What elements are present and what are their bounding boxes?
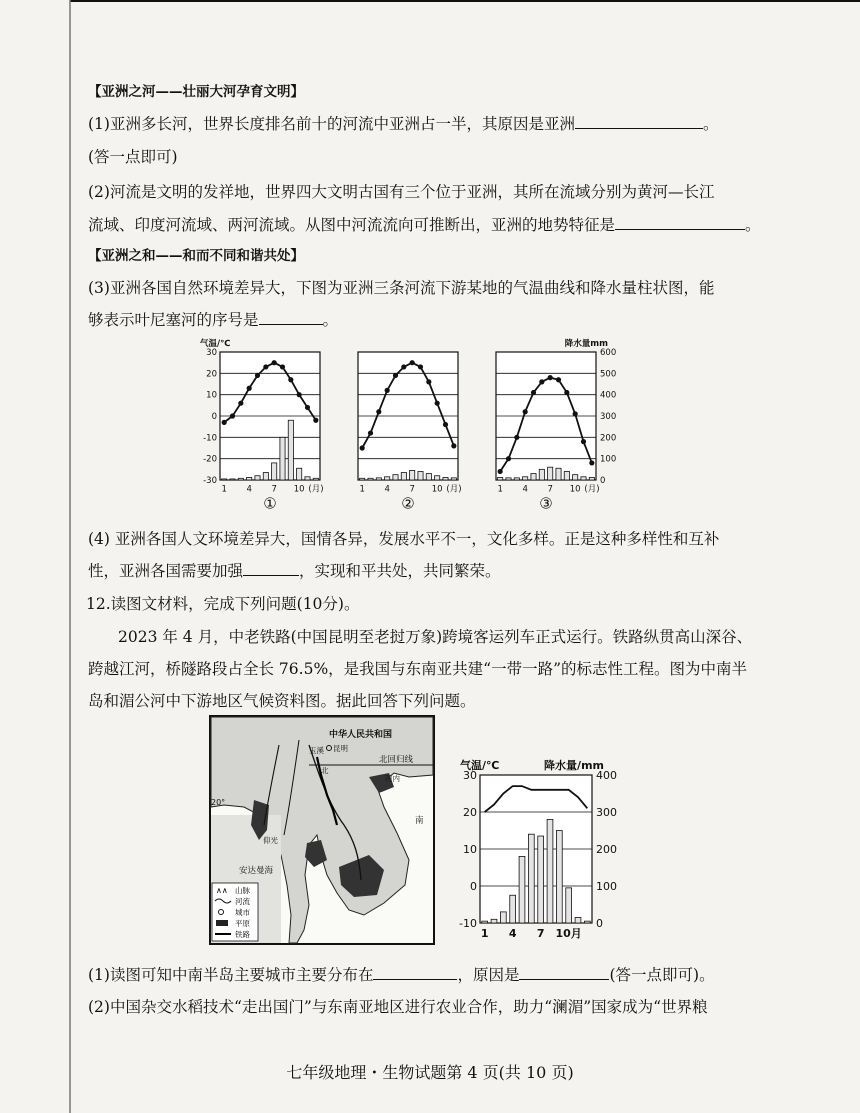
chart3-temperature-point [531,390,536,395]
chart2-precip-bar [393,475,398,480]
chart2-temperature-point [443,422,448,427]
chart3-precip-tick-label: 600 [600,347,617,358]
chart4-precip-tick-label: 300 [596,805,617,819]
chart1-temp-tick-label: 0 [211,411,217,422]
chart3-precip-tick-label: 400 [600,390,617,401]
chart3-precip-bar [556,468,561,480]
chart4-precip-bar [500,912,506,923]
chart3-precip-bar [498,477,503,480]
answer-blank-3[interactable] [259,323,323,325]
q12-1-mid: ，原因是 [457,966,520,984]
chart3-precip-tick-label: 500 [600,369,617,380]
chart3-temperature-point [523,409,528,414]
chart4-precip-tick-label: 400 [596,768,617,782]
chart1-temperature-point [247,386,252,391]
chart3-precip-bar [506,478,511,480]
chart4-precip-tick-label: 200 [596,842,617,856]
q12-1-end: (答一点即可)。 [609,966,715,984]
chart1-temperature-point [305,405,310,410]
chart4-precip-bar [575,917,581,923]
question-12-1 [88,963,715,985]
chart2-chart-label: ② [401,494,415,510]
chart3-precip-tick-label: 0 [600,475,606,486]
chart4-precip-bar [566,888,572,923]
chart4-precip-bar [519,856,525,923]
chart1-month-tick-label: 1 [221,484,227,495]
chart3-precip-bar [531,474,536,480]
legend-plain: 平原 [235,919,250,928]
chart4-month-tick-label: 7 [536,927,545,940]
chart2-month-tick-label: (月) [446,484,462,495]
chart3-temperature-point [539,379,544,384]
legend-plain-icon [216,920,228,926]
chart3-temperature-point [506,456,511,461]
chart1-temperature-point [263,364,268,369]
region-label-south: 南 [415,816,424,826]
legend-mountain-icon: ∧∧ [216,886,228,895]
chart2-precip-bar [426,474,431,480]
chart3-precip-bar [548,467,553,480]
page-footer: 七年级地理・生物试题第 4 页(共 10 页) [286,1063,574,1082]
mekong-climate-chart [448,745,628,945]
chart2-precip-bar [451,478,456,480]
chart1-temperature-point [255,373,260,378]
chart1-precip-bar [297,468,302,480]
chart4-temp-tick-label: 0 [470,879,477,893]
section-heading-harmony: 【亚洲之和——和而不同和谐共处】 [88,248,304,264]
chart2-precip-bar [410,470,415,480]
question-2-line1: (2)河流是文明的发祥地，世界四大文明古国有三个位于亚洲，其所在流域分别为黄河—长江 [88,183,715,201]
chart1-temperature-point [230,413,235,418]
legend-river: 河流 [235,897,250,906]
country-label: 中华人民共和国 [329,730,393,740]
q1-end: 。 [702,115,719,133]
q12-paragraph-1: 2023 年 4 月，中老铁路(中国昆明至老挝万象)跨境客运列车正式运行。铁路纵贯高山深谷、 [118,628,753,646]
region-label-north: 北 [321,766,329,775]
chart4-precip-bar [491,919,497,923]
chart4-temp-axis-label: 气温/℃ [460,759,500,772]
question-12-2: (2)中国杂交水稻技术“走出国门”与东南亚地区进行农业合作，助力“澜湄”国家成为“世界粮 [88,998,708,1016]
chart2-precip-bar [368,478,373,480]
chart1-temperature-point [280,364,285,369]
chart2-temperature-point [401,364,406,369]
chart1-precip-bar [230,479,235,480]
chart3-precip-bar [523,477,528,480]
chart2-temperature-point [376,409,381,414]
chart2-temperature-point [426,379,431,384]
chart1-precip-bar [305,477,310,480]
answer-blank-1[interactable] [575,127,703,129]
chart3-month-tick-label: 10 [569,484,581,495]
chart3-precip-bar [514,478,519,480]
chart2-precip-bar [376,478,381,480]
question-12-title: 12.读图文材料，完成下列问题(10分)。 [86,595,360,613]
city-label-yuxi: 玉溪 [309,746,324,755]
chart3-precip-bar [589,477,594,480]
section-heading-rivers: 【亚洲之河——壮丽大河孕育文明】 [88,84,304,100]
question-2-line2 [88,213,761,235]
chart3-precip-bar [539,469,544,480]
city-label-kunming: 昆明 [333,744,348,753]
chart3-precip-bar [573,475,578,480]
chart3-month-tick-label: 1 [497,484,503,495]
chart1-precip-bar [255,476,260,480]
chart3-temperature-point [564,390,569,395]
chart3-precip-tick-label: 100 [600,454,617,465]
chart3-precip-bar [564,471,569,480]
q12-paragraph-3: 岛和湄公河中下游地区气候资料图。据此回答下列问题。 [88,692,476,710]
chart2-temperature-point [360,445,365,450]
chart2-temperature-point [385,388,390,393]
chart1-temp-tick-label: 10 [206,390,217,401]
sea-label-andaman: 安达曼海 [239,866,274,876]
chart3-temperature-point [498,469,503,474]
chart4-temp-tick-label: 20 [463,805,477,819]
chart4-precip-bar [556,831,562,924]
chart1-temp-tick-label: 30 [206,347,217,358]
chart2-precip-bar [401,473,406,480]
chart3-month-tick-label: (月) [584,484,600,495]
chart4-precip-bar [510,895,516,923]
chart2-month-tick-label: 7 [409,484,415,495]
answer-blank-6[interactable] [519,978,609,980]
q2-text: 流域、印度河流域、两河流域。从图中河流流向可推断出，亚洲的地势特征是 [88,216,616,234]
chart4-precip-tick-label: 0 [596,916,603,930]
chart3-temperature-point [589,460,594,465]
chart4-precip-bar [538,836,544,923]
chart2-temperature-point [435,401,440,406]
q4-text: 性，亚洲各国需要加强 [88,562,244,580]
q3-end: 。 [322,311,339,329]
chart4-temp-tick-label: -10 [459,916,477,930]
chart1-temperature-point [238,401,243,406]
chart1-temp-tick-label: -20 [203,454,217,465]
chart1-precip-bar [222,479,227,480]
climate-charts-group [0,330,860,510]
chart3-temperature-point [556,377,561,382]
chart1-month-tick-label: 7 [271,484,277,495]
question-4-line2 [88,559,501,581]
chart2-temperature-point [410,360,415,365]
q12-paragraph-2: 跨越江河，桥隧路段占全长 76.5%，是我国与东南亚共建“一带一路”的标志性工程。图为中南半 [88,660,748,678]
chart3-chart-label: ③ [539,494,553,510]
chart1-precip-bar [263,473,268,480]
chart1-precip-bar [288,420,293,480]
legend-city: 城市 [235,908,250,917]
answer-blank-5[interactable] [373,978,457,980]
chart1-precip-bar [238,478,243,480]
indochina-map [209,715,435,945]
chart4-temp-tick-label: 10 [463,842,477,856]
chart2-precip-bar [418,471,423,480]
chart2-precip-bar [435,476,440,480]
chart2-month-tick-label: 1 [359,484,365,495]
chart2-temperature-point [368,430,373,435]
chart4-temp-tick-label: 30 [463,768,477,782]
chart4-month-tick-label: 4 [508,927,517,940]
q4-end: ，实现和平共处，共同繁荣。 [299,562,501,580]
chart4-precip-bar [482,921,488,923]
chart3-temperature-point [581,439,586,444]
question-3-line1: (3)亚洲各国自然环境差异大，下图为亚洲三条河流下游某地的气温曲线和降水量柱状图，能 [88,279,715,297]
q3-text: 够表示叶尼塞河的序号是 [88,311,259,329]
city-label-yangon: 仰光 [263,836,278,845]
chart4-month-tick-label: 1 [480,927,489,940]
chart1-month-tick-label: 4 [246,484,252,495]
chart2-month-tick-label: 10 [431,484,443,495]
chart1-precip-bar [280,437,285,480]
lat-label: 20° [211,798,226,807]
question-3-line2 [88,308,338,330]
answer-blank-2[interactable] [615,228,745,230]
chart3-precip-axis-label: 降水量mm [564,339,608,349]
chart2-month-tick-label: 4 [384,484,390,495]
chart1-precip-bar [272,463,277,480]
chart1-temperature-point [297,392,302,397]
chart4-precip-tick-label: 100 [596,879,617,893]
city-label-hanoi: 河内 [385,774,400,783]
question-4-line1: (4) 亚洲各国人文环境差异大，国情各异，发展水平不一，文化多样。正是这种多样性和互补 [88,530,720,548]
chart1-chart-label: ① [263,494,277,510]
chart4-month-tick-label: 10月 [555,927,582,940]
chart1-temperature-point [288,377,293,382]
chart1-temp-tick-label: 20 [206,369,217,380]
chart3-precip-bar [581,477,586,480]
chart1-temperature-point [222,420,227,425]
chart1-temperature-point [272,360,277,365]
tropic-label: 北回归线 [379,755,414,765]
chart2-temperature-point [451,443,456,448]
question-1 [88,112,718,134]
chart3-month-tick-label: 7 [547,484,553,495]
chart1-temp-axis-label: 气温/℃ [200,339,231,349]
chart1-month-tick-label: 10 [293,484,305,495]
chart2-precip-bar [443,477,448,480]
answer-blank-4[interactable] [243,574,299,576]
chart1-precip-bar [313,478,318,480]
chart4-precip-bar [547,819,553,923]
q1-text: (1)亚洲多长河，世界长度排名前十的河流中亚洲占一半，其原因是亚洲 [88,115,575,133]
chart4-precip-bar [584,921,590,923]
chart3-temperature-point [514,435,519,440]
chart4-precip-axis-label: 降水量/mm [544,759,604,772]
chart2-temperature-point [393,373,398,378]
chart1-temperature-point [313,418,318,423]
q12-1-text: (1)读图可知中南半岛主要城市主要分布在 [88,966,374,984]
chart1-precip-bar [247,477,252,480]
chart3-temperature-point [548,375,553,380]
chart2-precip-bar [360,478,365,480]
chart3-precip-tick-label: 300 [600,411,617,422]
q2-end: 。 [745,216,761,234]
chart1-temp-tick-label: -10 [203,433,217,444]
chart3-temperature-point [573,411,578,416]
chart2-precip-bar [385,477,390,480]
chart1-temp-tick-label: -30 [203,475,217,486]
q1-note: (答一点即可) [88,148,178,166]
chart3-month-tick-label: 4 [522,484,528,495]
legend-railway: 铁路 [235,930,250,939]
chart4-precip-bar [528,834,534,923]
chart1-month-tick-label: (月) [308,484,324,495]
chart3-precip-tick-label: 200 [600,433,617,444]
legend-mountain: 山脉 [235,886,250,895]
chart2-temperature-point [418,364,423,369]
